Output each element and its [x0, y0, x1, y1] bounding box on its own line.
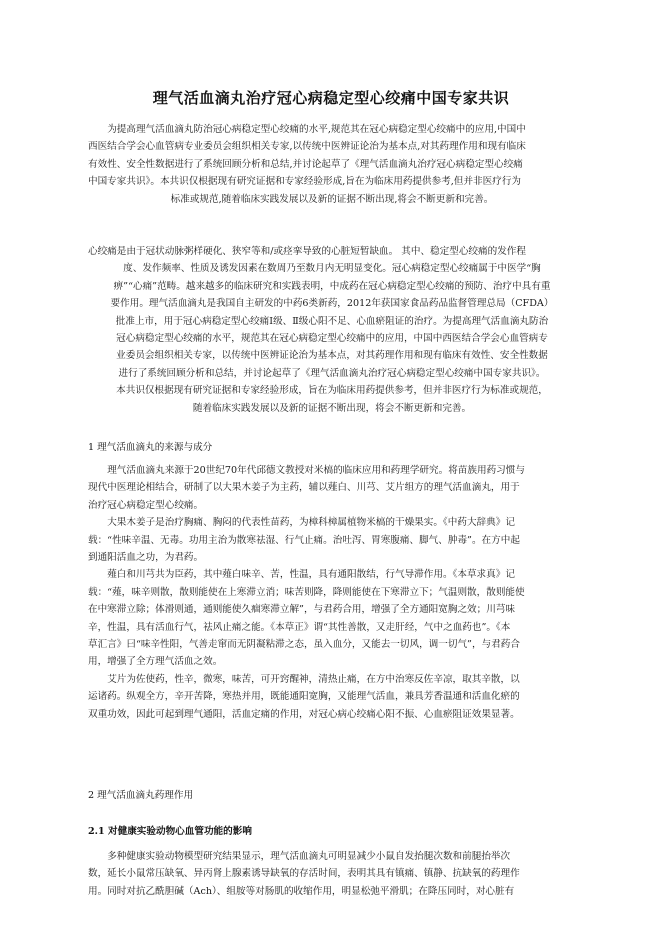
section-1-body: [88, 462, 576, 723]
abstract-line: 西医结合学会心血管病专业委员会组织相关专家,以传统中医辨证论治为基本点,对其药理作用和现有临床: [88, 141, 526, 153]
section-2-1-body: [88, 848, 576, 900]
body-line: 载：“薤，味辛则散，散则能使在上寒滞立消；味苦则降，降则能使在下寒滞立下；气温则散，散则能使: [88, 586, 525, 598]
intro-line: 进行了系统回顾分析和总结，并讨论起草了《理气活血滴丸治疗冠心病稳定型心绞痛中国专家共识》。: [118, 367, 546, 379]
body-line: 数，延长小鼠常压缺氧、异丙肾上腺素诱导缺氧的存活时间，表明其具有镇痛、镇静、抗缺氧的药理作: [88, 868, 520, 880]
body-line: 在中寒滞立除；体滑则通，通则能使久痼寒滞立解”，与君药合用，增强了全方通阳宽胸之效；川芎味: [88, 604, 516, 616]
intro-line: 本共识仅根据现有研究证据和专家经验形成，旨在为临床用药提供参考，但并非医疗行为标准或规范，: [116, 385, 548, 397]
body-line: 理气活血滴丸来源于20世纪70年代邱德文教授对米槁的临床应用和药理学研究。将苗族用药习惯与: [107, 465, 525, 476]
abstract-line: 中国专家共识》。本共识仅根据现有研究证据和专家经验形成,旨在为临床用药提供参考,但并非医疗行为: [88, 176, 522, 188]
body-line: 辛，性温，具有活血行气，祛风止痛之能。《本草正》谓“其性善散，又走肝经，气中之血药也”。《本: [88, 621, 511, 633]
body-line: 到通阳活血之功，为君药。: [88, 552, 204, 564]
body-line: 双重功效，因此可起到理气通阳，活血定痛的作用，对冠心病心绞痛心阳不振、心血瘀阻证效果显著。: [88, 708, 520, 720]
intro-line: 度、发作频率、性质及诱发因素在数周乃至数月内无明显变化。冠心病稳定型心绞痛属于中医学“胸: [123, 263, 541, 275]
abstract-line: 有效性、安全性数据进行了系统回顾分析和总结,并讨论起草了《理气活血滴丸治疗冠心病稳定型心绞痛: [88, 158, 523, 170]
body-line: 现代中医理论相结合，研制了以大果木姜子为主药，辅以薤白、川芎、艾片组方的理气活血滴丸，用于: [88, 482, 520, 494]
body-line: 运诸药。纵观全方，辛开苦降，寒热并用，既能通阳宽胸，又能理气活血，兼具芳香温通和活血化瘀的: [88, 691, 520, 703]
intro-paragraph: [88, 243, 576, 417]
body-line: 多种健康实验动物模型研究结果显示，理气活血滴丸可明显减少小鼠自发抬腿次数和前腿抬举次: [107, 851, 511, 862]
section-heading-1: 1 理气活血滴丸的来源与成分: [88, 442, 213, 453]
intro-line: 要作用。理气活血滴丸是我国自主研发的中药6类新药，2012年获国家食品药品监督管理总局（CFDA）: [110, 298, 554, 310]
body-line: 用，增强了全方理气活血之效。: [88, 656, 223, 668]
body-line: 薤白和川芎共为臣药，其中薤白味辛、苦，性温，具有通阳散结，行气导滞作用。《本草求真》记: [107, 569, 515, 581]
body-line: 大果木姜子是治疗胸痛、胸闷的代表性苗药，为樟科樟属植物米槁的干燥果实。《中药大辞典》记: [107, 517, 515, 529]
abstract-paragraph: [88, 121, 576, 208]
section-heading-2: 2 理气活血滴丸药理作用: [88, 790, 194, 801]
subsection-heading-2-1: 2.1 对健康实验动物心血管功能的影响: [88, 826, 252, 837]
intro-line: 心绞痛是由于冠状动脉粥样硬化、狭窄等和/或痉挛导致的心脏短暂缺血。 其中、稳定型心绞痛的发作程: [88, 246, 526, 257]
body-line: 草汇言》曰“味辛性阳，气善走窜而无阴凝粘滞之态，虽入血分，又能去一切风，调一切气”，与君药合: [88, 639, 520, 651]
intro-line: 批准上市，用于冠心病稳定型心绞痛Ⅰ级、Ⅱ级心阳不足、心血瘀阻证的治疗。为提高理气活血滴丸防治: [115, 315, 549, 327]
intro-line: 痹”“心痛”范畴。越来越多的临床研究和实践表明，中成药在冠心病稳定型心绞痛的预防、治疗中具有重: [113, 280, 551, 292]
intro-line: 冠心病稳定型心绞痛的水平，规范其在冠心病稳定型心绞痛中的应用，中国中西医结合学会心血管病专: [116, 333, 548, 345]
body-line: 治疗冠心病稳定型心绞痛。: [88, 499, 204, 511]
document-title: 理气活血滴丸治疗冠心病稳定型心绞痛中国专家共识: [152, 89, 510, 107]
intro-line: 业委员会组织相关专家，以传统中医辨证论治为基本点，对其药理作用和现有临床有效性、安全性数据: [116, 350, 548, 362]
intro-line: 随着临床实践发展以及新的证据不断出现，将会不断更新和完善。: [192, 402, 472, 414]
abstract-line: 为提高理气活血滴丸防治冠心病稳定型心绞痛的水平,规范其在冠心病稳定型心绞痛中的应用,中国中: [107, 124, 526, 135]
body-line: 用。同时对抗乙酰胆碱（Ach）、组胺等对肠肌的收缩作用，明显松弛平滑肌；在降压同时，对心脏有: [88, 885, 515, 897]
body-line: 载：“性味辛温、无毒。功用主治为散寒祛湿、行气止痛。治吐泻、胃寒腹痛、脚气、肿毒”。在方中起: [88, 534, 520, 546]
body-line: 艾片为佐使药，性辛，微寒，味苦，可开窍醒神，清热止痛，在方中治寒反佐辛凉，取其辛散，以: [107, 673, 520, 685]
abstract-line: 标准或规范,随着临床实践发展以及新的证据不断出现,将会不断更新和完善。: [170, 193, 494, 205]
